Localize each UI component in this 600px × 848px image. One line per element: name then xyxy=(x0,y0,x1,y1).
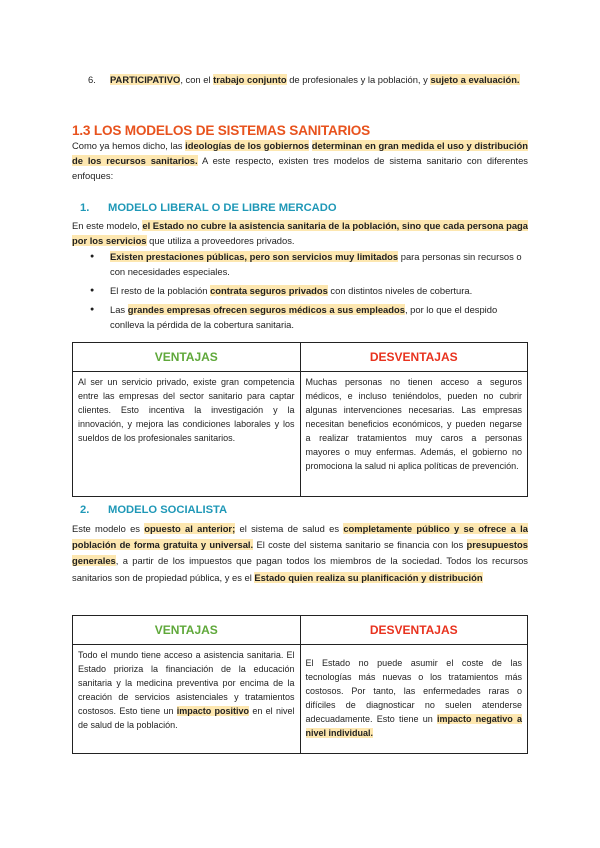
list-item-text: PARTICIPATIVO, con el trabajo conjunto de profesionales y la población, y sujeto a evaluación. xyxy=(110,74,520,85)
bullet-item: ● Las grandes empresas ofrecen seguros médicos a sus empleados, por lo que el despido conlleva la pérdida de la cobertura sanitaria. xyxy=(110,302,528,332)
ventajas-header: VENTAJAS xyxy=(73,343,301,372)
model-socialista-heading: 2. MODELO SOCIALISTA xyxy=(80,504,228,516)
intro-paragraph: Como ya hemos dicho, las ideologías de los gobiernos determinan en gran medida el uso y distribución de los recursos sanitarios. A este respecto, existen tres modelos de sistema sanitario con diferentes enfoques: xyxy=(72,140,528,182)
model-liberal-paragraph: En este modelo, el Estado no cubre la asistencia sanitaria de la población, sino que cada persona paga por los servicios que utiliza a proveedores privados. xyxy=(72,220,528,247)
list-number: 6. xyxy=(88,74,96,85)
ventajas-header: VENTAJAS xyxy=(73,616,301,645)
liberal-pros-cons-table xyxy=(72,342,528,497)
model-liberal-bullets xyxy=(72,249,528,332)
model-socialista-paragraph: Este modelo es opuesto al anterior; el sistema de salud es completamente público y se ofrece a la población de forma gratuita y universal. El coste del sistema sanitario se financia con los presupuestos generales, a partir de los impuestos que pagan todos los miembros de la sociedad. Todos los recursos sanitarios son de propiedad pública, y es el Estado quien realiza su planificación y distribución xyxy=(72,523,528,583)
socialista-pros-cons-table xyxy=(72,615,528,754)
bullet-item: ● Existen prestaciones públicas, pero son servicios muy limitados para personas sin recursos o con necesidades especiales. xyxy=(110,249,528,279)
desventajas-cell: Muchas personas no tienen acceso a seguros médicos, e incluso teniéndolos, pueden no cubrir algunas intervenciones necesarias. Las empresas necesitan beneficios económicos, y pueden negarse a realizar tratamientos muy caros a personas mayores o muy enfermas. Además, el gobierno no promociona la salud ni aplica políticas de prevención. xyxy=(300,372,528,497)
ventajas-cell: Todo el mundo tiene acceso a asistencia sanitaria. El Estado prioriza la financiación de la educación sanitaria y la medicina preventiva por encima de la creación de servicios asistenciales y tratamientos costosos. Esto tiene un impacto positivo en el nivel de salud de la población. xyxy=(73,645,301,754)
desventajas-cell: El Estado no puede asumir el coste de las tecnologías más nuevas o los tratamientos más costosos. Por tanto, las enfermedades raras o difíciles de diagnosticar no suelen atenderse adecuadamente. Esto tiene un impacto negativo a nivel individual. xyxy=(300,645,528,754)
bullet-item: ● El resto de la población contrata seguros privados con distintos niveles de cobertura. xyxy=(110,283,528,298)
model-liberal-heading: 1. MODELO LIBERAL O DE LIBRE MERCADO xyxy=(80,202,337,214)
ventajas-cell: Al ser un servicio privado, existe gran competencia entre las empresas del sector sanitario para captar clientes. Esto incentiva la investigación y la innovación, y mejora las condiciones laborales y los sueldos de los profesionales sanitarios. xyxy=(73,372,301,497)
list-item-participativo xyxy=(88,72,528,87)
section-title: 1.3 LOS MODELOS DE SISTEMAS SANITARIOS xyxy=(72,123,371,138)
desventajas-header: DESVENTAJAS xyxy=(300,343,528,372)
desventajas-header: DESVENTAJAS xyxy=(300,616,528,645)
